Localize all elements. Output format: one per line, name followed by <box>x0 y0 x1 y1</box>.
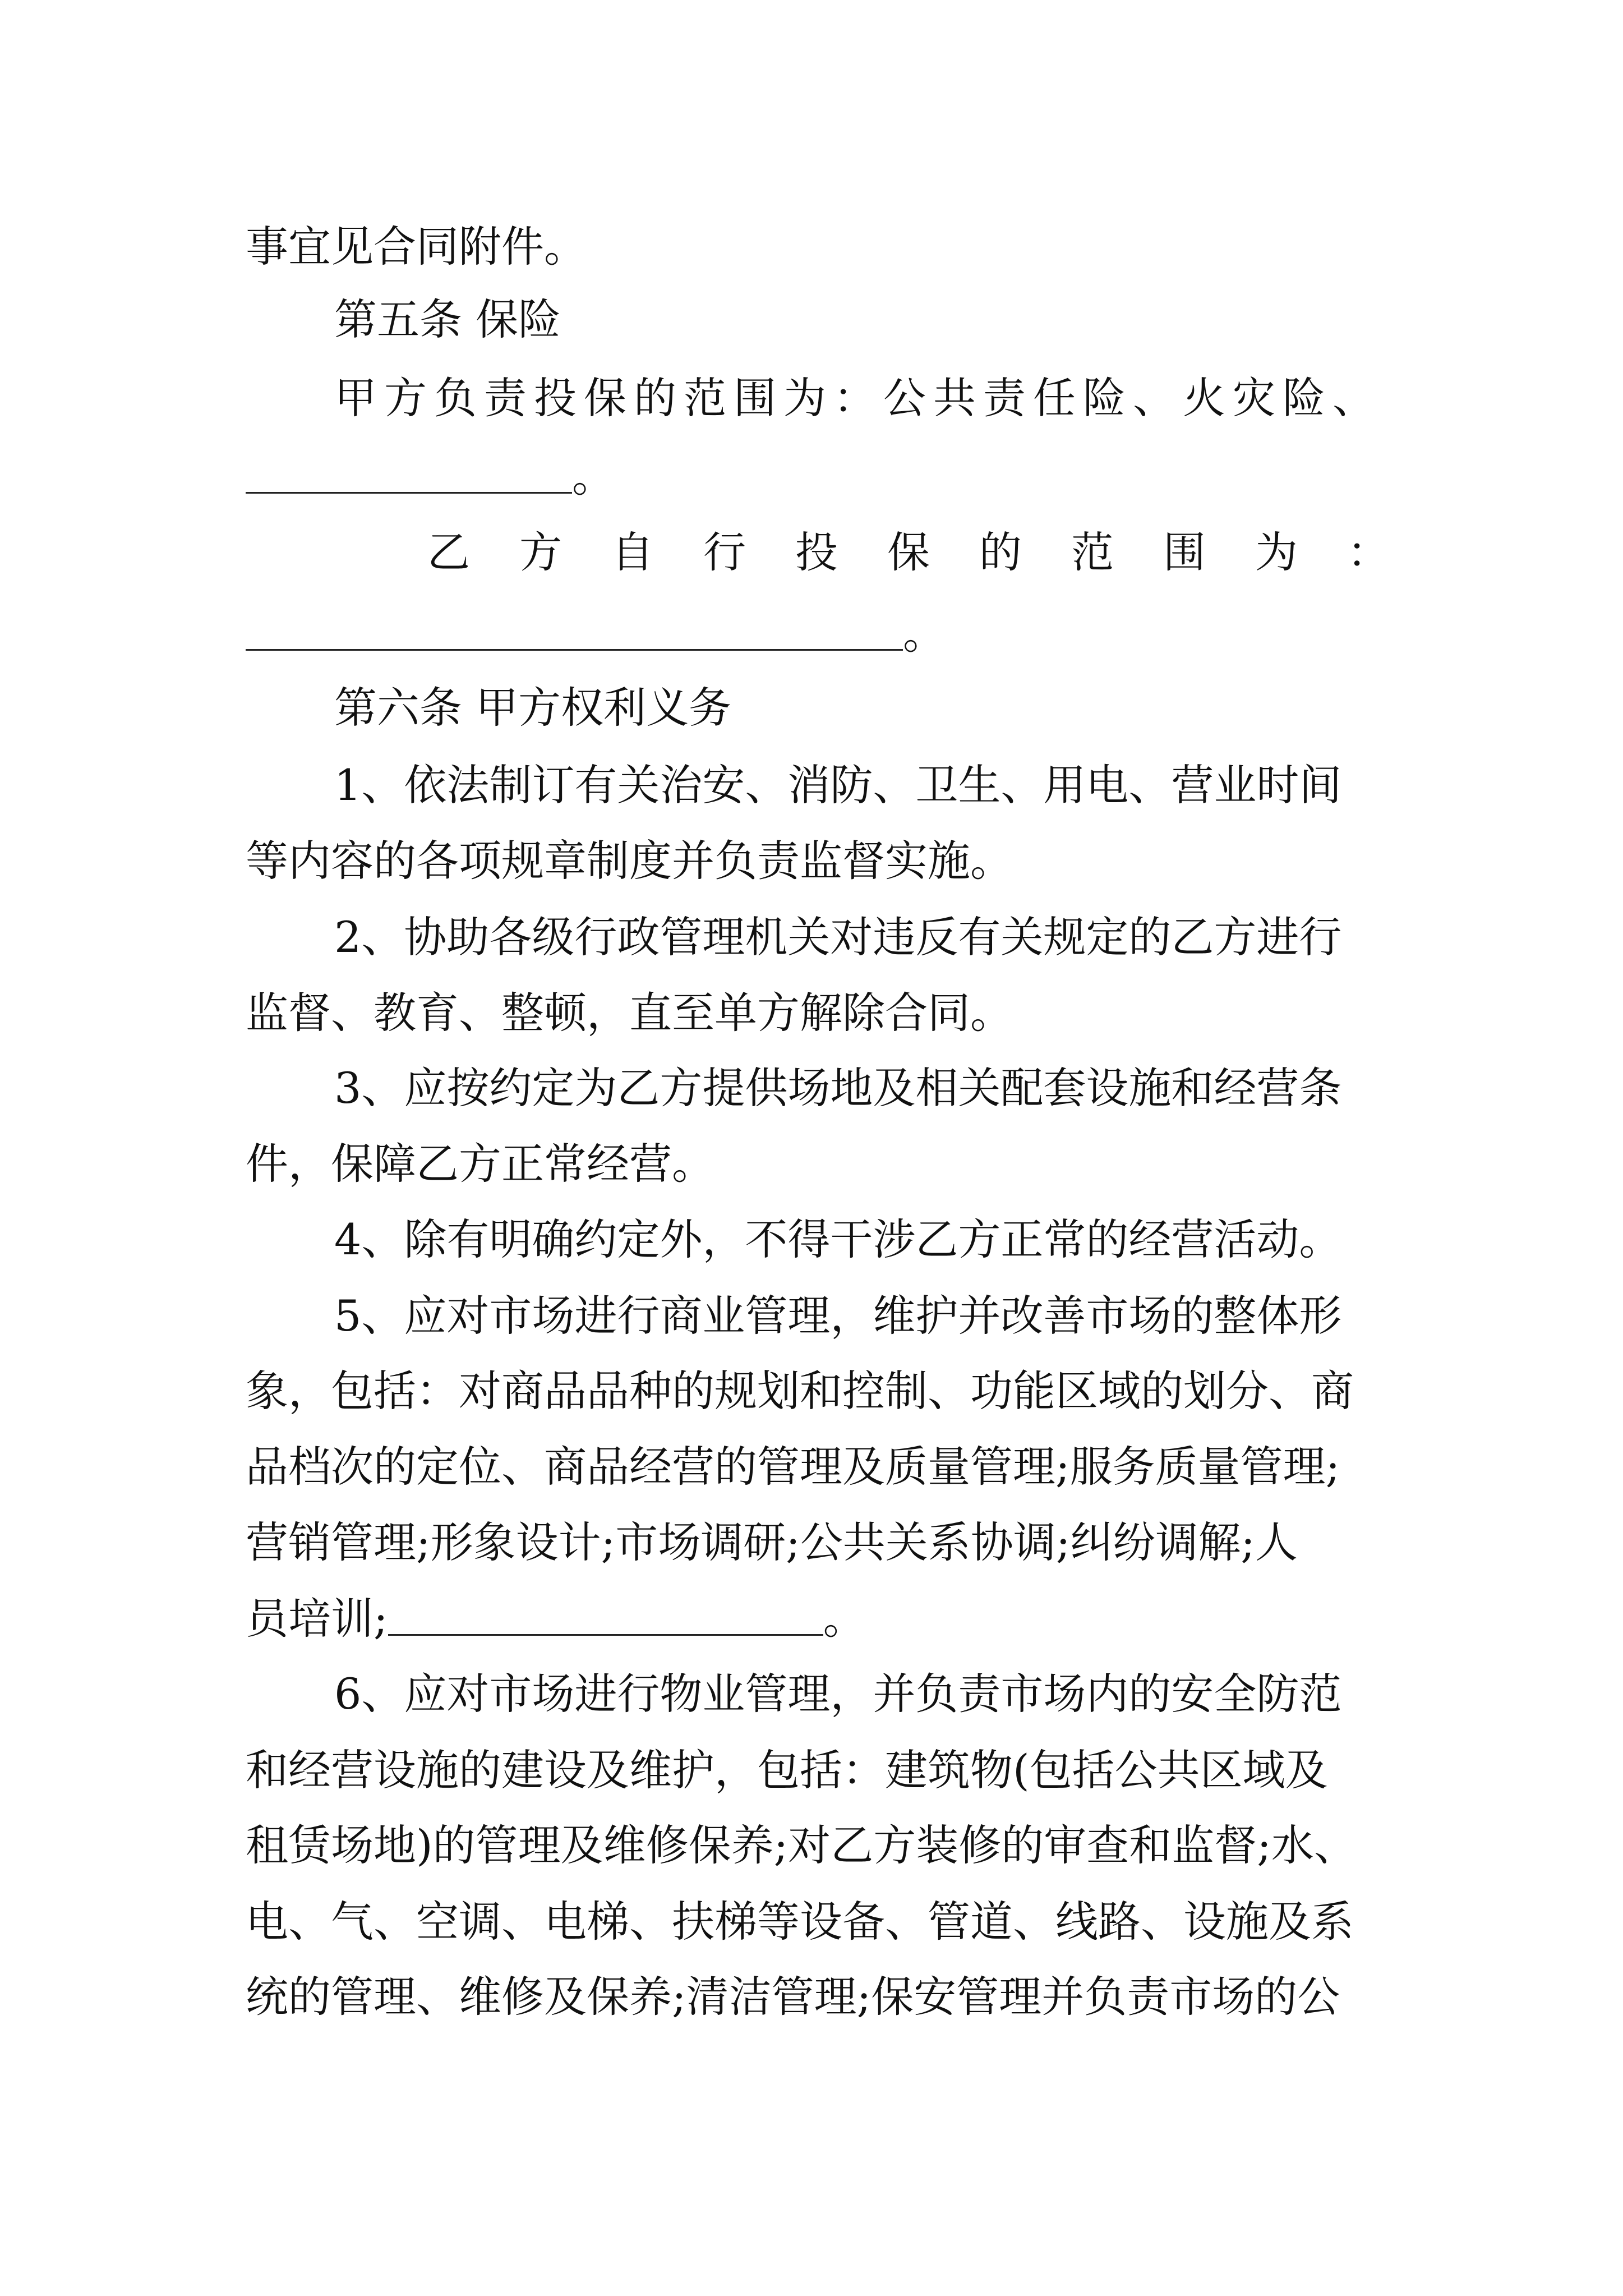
spaced-char: 自 <box>611 527 654 577</box>
paragraph-line: 3、应按约定为乙方提供场地及相关配套设施和经营条 <box>334 1063 1342 1113</box>
spaced-char: 行 <box>703 527 746 577</box>
party-b-insurance-line <box>427 513 1390 592</box>
party-a-insurance-line: 甲方负责投保的范围为：公共责任险、火灾险、 <box>334 373 1382 423</box>
spaced-char: 的 <box>979 527 1022 577</box>
spaced-char: 方 <box>519 527 562 577</box>
paragraph-line: 租赁场地)的管理及维修保养;对乙方装修的审查和监督;水、 <box>246 1820 1357 1870</box>
fill-in-blank[interactable] <box>246 453 572 493</box>
spaced-char: ： <box>1347 527 1390 577</box>
article-5-heading: 第五条 保险 <box>334 295 561 344</box>
spaced-char: 乙 <box>427 527 470 577</box>
line-end-punct: 。 <box>572 452 615 501</box>
paragraph-line: 和经营设施的建设及维护，包括：建筑物(包括公共区域及 <box>246 1745 1328 1795</box>
line-start-text: 员培训; <box>246 1594 388 1644</box>
paragraph-line: 监督、教育、整顿，直至单方解除合同。 <box>246 988 1013 1038</box>
paragraph-line <box>246 438 1390 516</box>
spaced-char: 围 <box>1163 527 1206 577</box>
spaced-char: 投 <box>795 527 838 577</box>
paragraph-line <box>246 1580 1390 1658</box>
fill-in-blank[interactable] <box>246 610 903 650</box>
paragraph-line: 1、依法制订有关治安、消防、卫生、用电、营业时间 <box>334 760 1342 810</box>
line-end-punct: 。 <box>903 609 946 659</box>
paragraph-line: 件，保障乙方正常经营。 <box>246 1139 714 1189</box>
paragraph-line: 电、气、空调、电梯、扶梯等设备、管道、线路、设施及系 <box>246 1897 1354 1947</box>
paragraph-line: 4、除有明确约定外，不得干涉乙方正常的经营活动。 <box>334 1214 1342 1264</box>
paragraph-line: 事宜见合同附件。 <box>246 222 587 272</box>
paragraph-line: 等内容的各项规章制度并负责监督实施。 <box>246 836 1013 886</box>
paragraph-line: 品档次的定位、商品经营的管理及质量管理;服务质量管理; <box>246 1442 1340 1492</box>
spaced-char: 为 <box>1255 527 1298 577</box>
paragraph-line: 5、应对市场进行商业管理，维护并改善市场的整体形 <box>334 1291 1342 1341</box>
paragraph-line <box>246 595 1390 673</box>
paragraph-line: 统的管理、维修及保养;清洁管理;保安管理并负责市场的公 <box>246 1972 1340 2022</box>
article-6-heading: 第六条 甲方权利义务 <box>334 683 732 733</box>
spaced-char: 保 <box>887 527 930 577</box>
spaced-char: 范 <box>1071 527 1114 577</box>
paragraph-line: 营销管理;形象设计;市场调研;公共关系协调;纠纷调解;人 <box>246 1517 1298 1567</box>
paragraph-line: 6、应对市场进行物业管理，并负责市场内的安全防范 <box>334 1669 1342 1719</box>
line-end-punct: 。 <box>823 1594 866 1644</box>
paragraph-line: 象，包括：对商品品种的规划和控制、功能区域的划分、商 <box>246 1366 1354 1416</box>
paragraph-line: 2、协助各级行政管理机关对违反有关规定的乙方进行 <box>334 912 1342 962</box>
fill-in-blank[interactable] <box>388 1595 823 1635</box>
